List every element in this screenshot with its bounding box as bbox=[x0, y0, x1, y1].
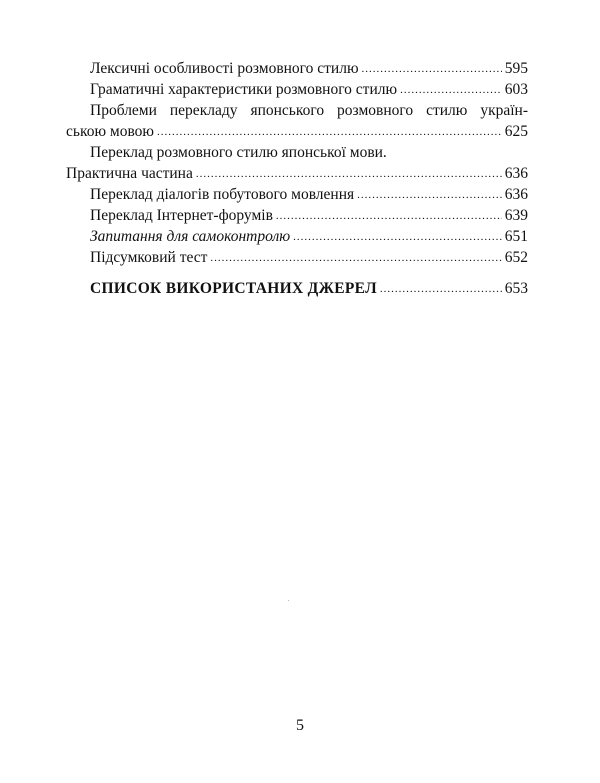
toc-entry-page: 652 bbox=[504, 249, 528, 266]
toc-entry-title: Граматичні характеристики розмовного стилю bbox=[90, 81, 398, 98]
toc-entry-translation-problems-line2 bbox=[66, 121, 528, 142]
toc-entry-page: 636 bbox=[504, 165, 528, 182]
toc-entry-title: Лексичні особливості розмовного стилю bbox=[90, 60, 359, 77]
toc-entry-page: 595 bbox=[504, 60, 528, 77]
toc-entry-self-check-questions bbox=[66, 226, 528, 247]
table-of-contents bbox=[66, 58, 528, 299]
toc-entry-title: Практична частина bbox=[66, 165, 193, 182]
toc-spacer bbox=[66, 268, 528, 278]
toc-entry-title: ською мовою bbox=[66, 123, 154, 140]
toc-leader-dots bbox=[362, 59, 502, 80]
toc-entry-references bbox=[66, 278, 528, 299]
toc-leader-dots bbox=[210, 248, 501, 269]
page-number: 5 bbox=[296, 717, 304, 734]
toc-entry-page: 639 bbox=[504, 207, 528, 224]
toc-entry-title: Переклад Інтернет-форумів bbox=[90, 207, 273, 224]
toc-entry-lexical-features bbox=[66, 58, 528, 79]
toc-leader-dots bbox=[357, 185, 502, 206]
toc-entry-page: 653 bbox=[504, 280, 528, 297]
toc-entry-page: 603 bbox=[504, 81, 528, 98]
toc-entry-translation-colloquial: Переклад розмовного стилю японської мови. bbox=[90, 144, 387, 161]
toc-leader-dots bbox=[276, 206, 502, 227]
toc-entry-page: 636 bbox=[504, 186, 528, 203]
toc-leader-dots bbox=[157, 122, 502, 143]
toc-entry-title: Підсумковий тест bbox=[90, 249, 208, 266]
toc-entry-practical-part bbox=[66, 163, 528, 184]
scan-speck bbox=[288, 600, 289, 601]
toc-entry-title: СПИСОК ВИКОРИСТАНИХ ДЖЕРЕЛ bbox=[90, 280, 377, 297]
toc-entry-grammatical-features bbox=[66, 79, 528, 100]
toc-entry-title: Переклад діалогів побутового мовлення bbox=[90, 186, 355, 203]
toc-entry-forums bbox=[66, 205, 528, 226]
toc-leader-dots bbox=[380, 279, 502, 300]
toc-leader-dots bbox=[196, 164, 502, 185]
toc-entry-page: 651 bbox=[504, 228, 528, 245]
toc-entry-translation-problems-line1: Проблеми перекладу японського розмовного стилю україн- bbox=[90, 102, 528, 119]
toc-leader-dots bbox=[293, 227, 502, 248]
toc-entry-dialogues bbox=[66, 184, 528, 205]
toc-leader-dots bbox=[400, 80, 502, 101]
toc-entry-final-test bbox=[66, 247, 528, 268]
toc-entry-page: 625 bbox=[504, 123, 528, 140]
toc-entry-title: Запитання для самоконтролю bbox=[90, 228, 291, 245]
